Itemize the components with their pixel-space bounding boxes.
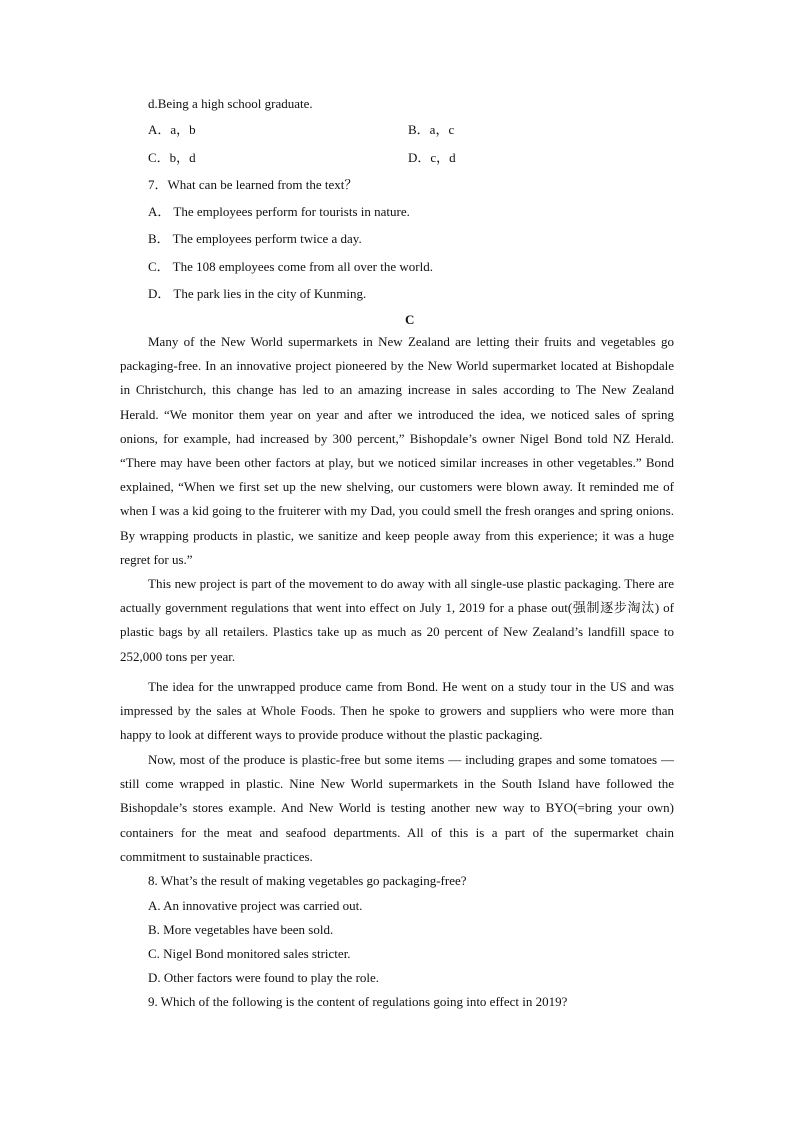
passage-paragraph-text: The idea for the unwrapped produce came from Bond. He went on a study tour in the US and was impressed by the sales at Whole Foods. Then he spoke to growers and suppliers who were more than happy to look at different ways to provide produce without the plastic packaging. <box>120 679 674 743</box>
q7-option-a: A． The employees perform for tourists in nature. <box>148 204 410 219</box>
q8-stem: 8. What’s the result of making vegetables go packaging-free? <box>148 873 467 888</box>
passage-paragraph <box>120 748 674 869</box>
q6-choice-a: A．a，b <box>148 122 196 137</box>
q7-stem: 7．What can be learned from the text？ <box>148 177 358 192</box>
q6-choice-b: B．a，c <box>408 122 455 137</box>
passage-paragraph <box>120 330 674 572</box>
q6-option-d-text: d.Being a high school graduate. <box>148 96 313 111</box>
passage-paragraph <box>120 572 674 669</box>
passage-paragraph-text: Many of the New World supermarkets in New Zealand are letting their fruits and vegetables go packaging-free. In an innovative project pioneered by the New World supermarket located at Bishopdale in Christchurch, this change has led to an amazing increase in sales according to The New Zealand Herald. “We monitor them year on year and after we introduced the idea, we noticed sales of spring onions, for example, had increased by 300 percent,” Bishopdale’s owner Nigel Bond told NZ Herald. “There may have been other factors at play, but we noticed similar increases in other vegetables.” Bond explained, “When we first set up the new shelving, our customers were blown away. It reminded me of when I was a kid going to the fruiterer with my Dad, you could smell the fresh oranges and spring onions. By wrapping products in plastic, we sanitize and keep people away from this experience; it was a huge regret for us.” <box>120 334 674 567</box>
passage-paragraph-text: Now, most of the produce is plastic-free but some items — including grapes and some tomatoes — still come wrapped in plastic. Nine New World supermarkets in the South Island have followed the Bishopdale’s stores example. And New World is testing another new way to BYO(=bring your own) containers for the meat and seafood departments. All of this is a part of the supermarket chain commitment to sustainable practices. <box>120 752 674 864</box>
q7-option-d: D． The park lies in the city of Kunming. <box>148 286 367 301</box>
passage-paragraph-text: This new project is part of the movement to do away with all single-use plastic packaging. There are actually government regulations that went into effect on July 1, 2019 for a phase out(强制逐步淘汰) of plastic bags by all retailers. Plastics take up as much as 20 percent of New Zealand’s landfill space to 252,000 tons per year. <box>120 576 674 664</box>
q8-option-c: C. Nigel Bond monitored sales stricter. <box>148 946 351 961</box>
q9-stem: 9. Which of the following is the content of regulations going into effect in 2019? <box>148 994 568 1009</box>
q8-option-d: D. Other factors were found to play the role. <box>148 970 380 985</box>
q6-choice-c: C．b，d <box>148 150 196 165</box>
passage-label: C <box>405 312 415 327</box>
passage-paragraph <box>120 675 674 748</box>
q7-option-c: C． The 108 employees come from all over the world. <box>148 259 433 274</box>
q8-option-a: A. An innovative project was carried out. <box>148 898 363 913</box>
q7-option-b: B． The employees perform twice a day. <box>148 231 362 246</box>
q8-option-b: B. More vegetables have been sold. <box>148 922 334 937</box>
q6-choice-d: D．c，d <box>408 150 456 165</box>
